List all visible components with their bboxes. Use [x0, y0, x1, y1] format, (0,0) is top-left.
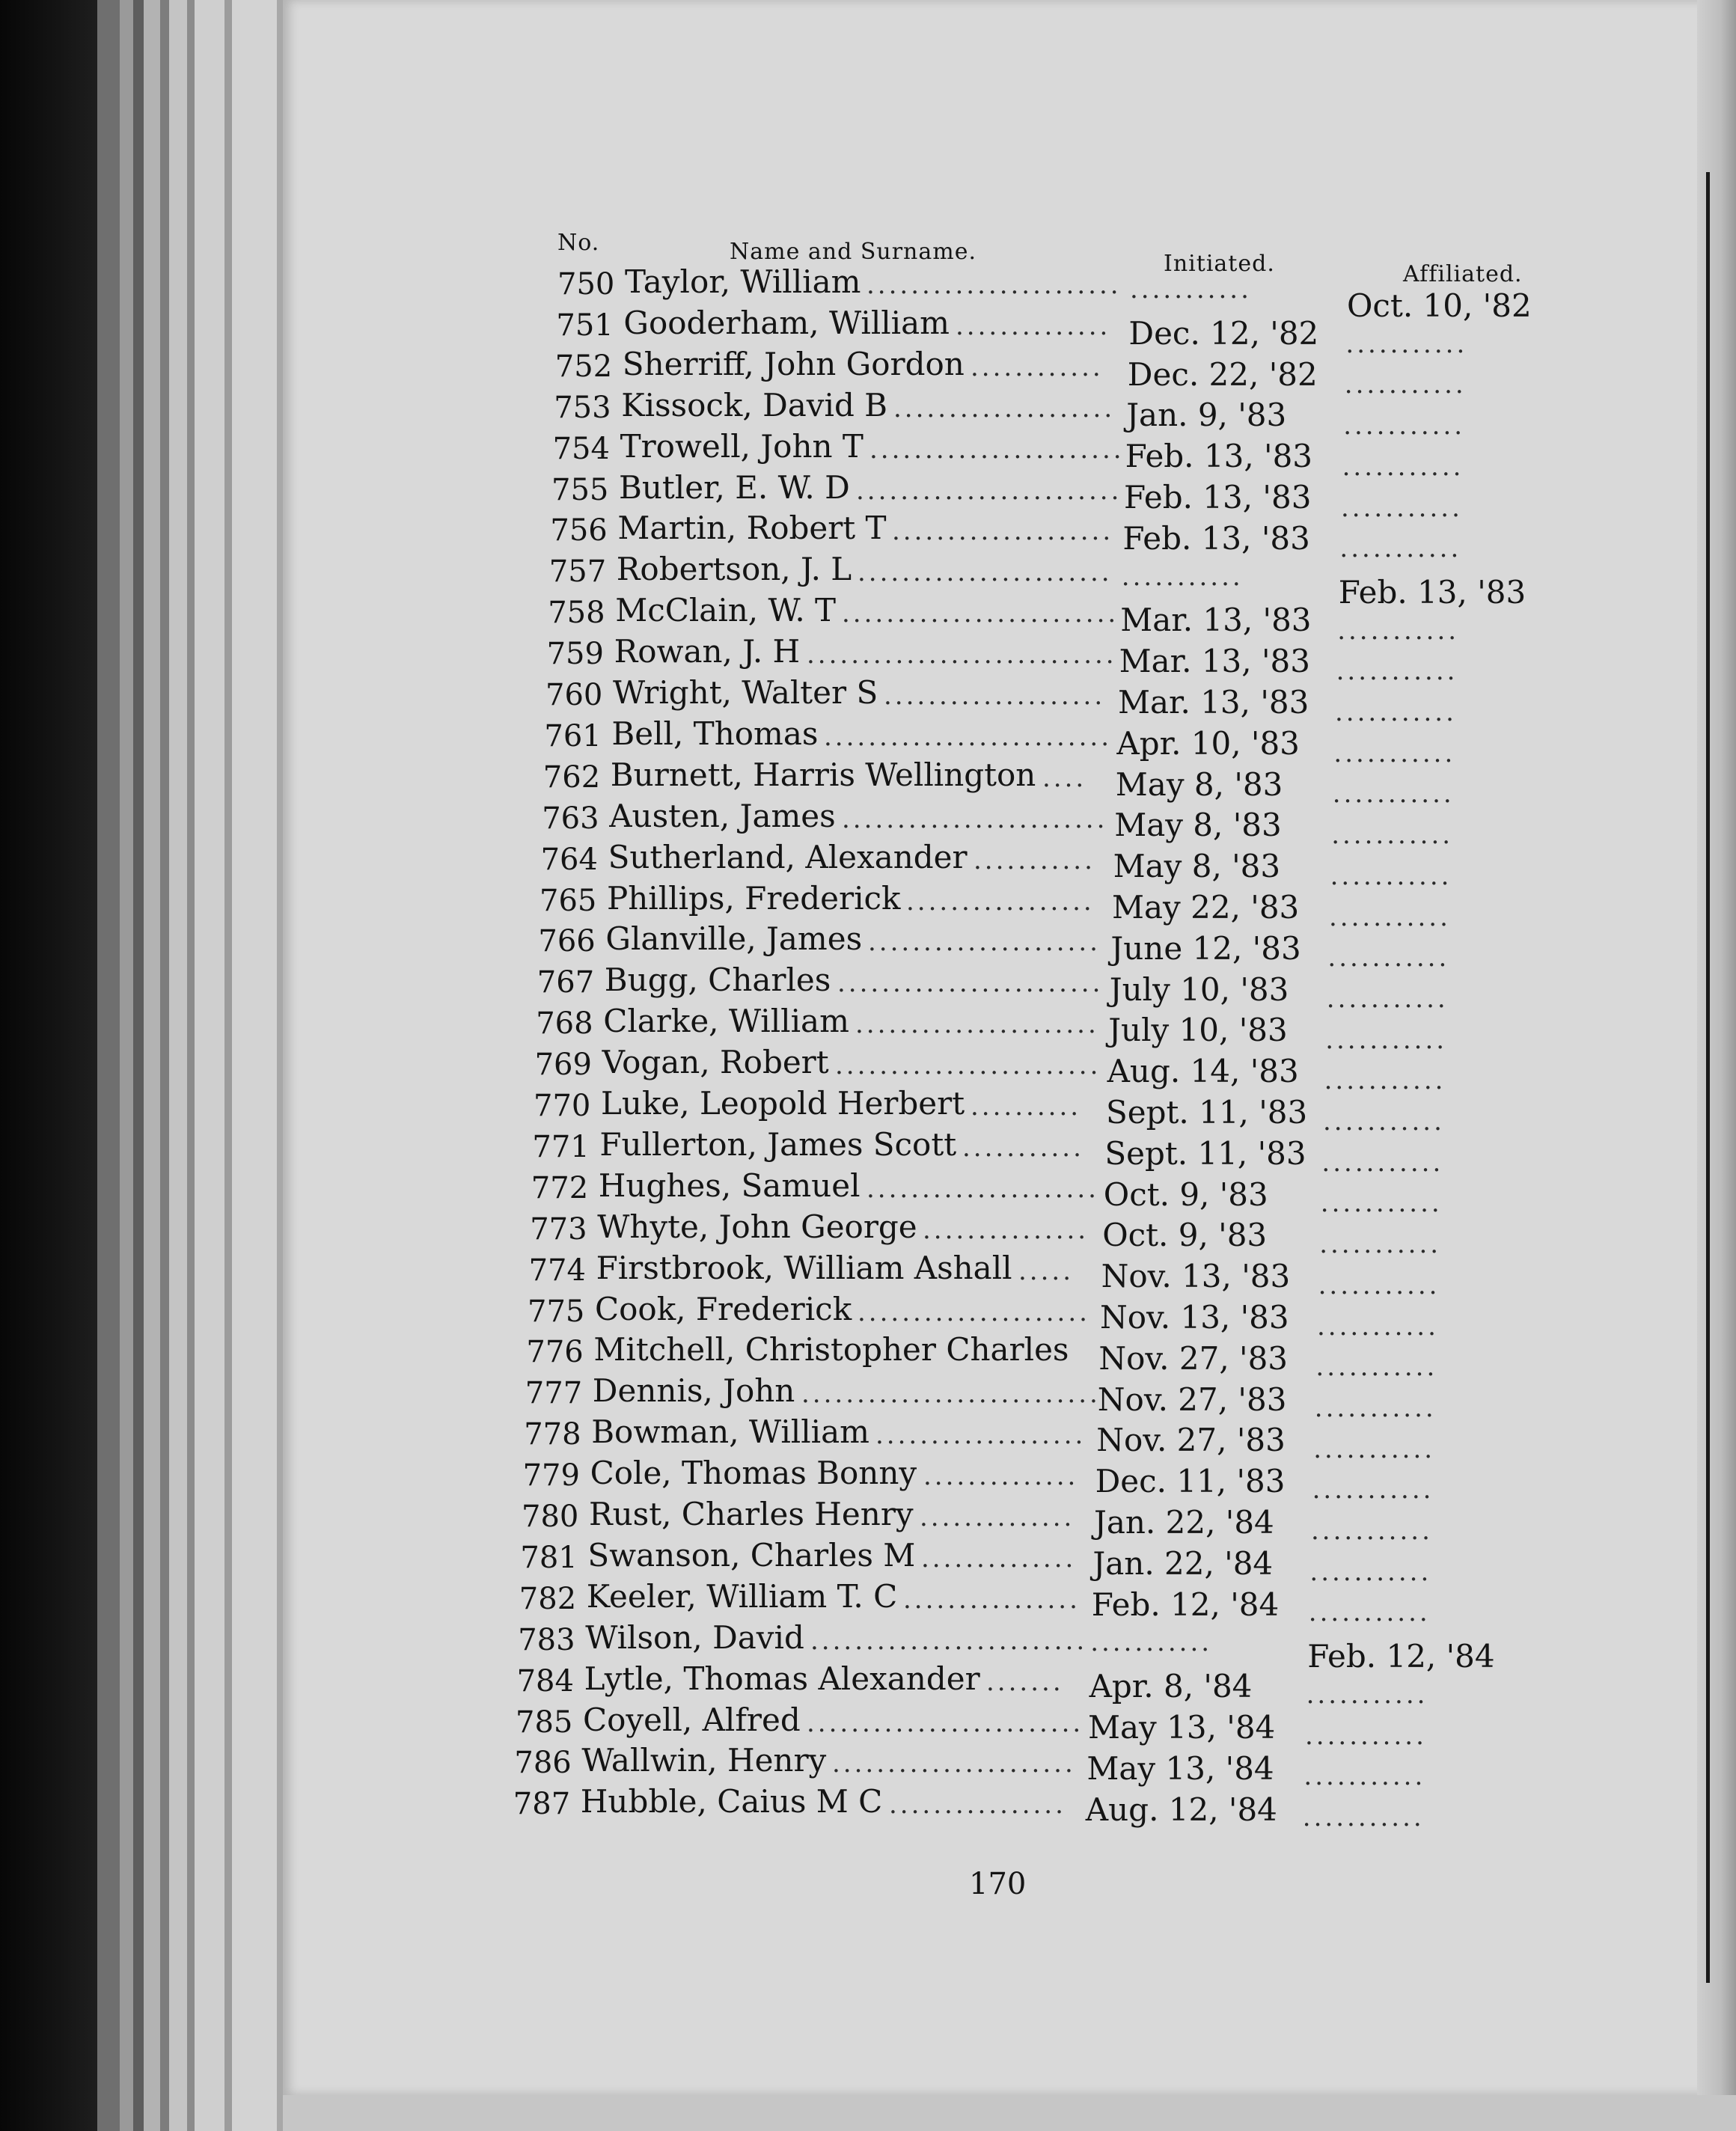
dot-leader: ....................... [867, 270, 1122, 300]
initiated-date: Oct. 9, '83 [1102, 1217, 1268, 1254]
affiliated-date: ........... [1306, 1679, 1428, 1710]
entry-number: 779 [522, 1458, 580, 1493]
entry-name: Trowell, John T [620, 427, 864, 465]
entry-number: 761 [544, 718, 602, 753]
entry-number: 757 [548, 554, 607, 590]
initiated-date: Aug. 12, '84 [1085, 1791, 1277, 1828]
page-edge [187, 0, 195, 2131]
affiliated-date: ........... [1339, 533, 1462, 564]
dot-leader: ................. [906, 886, 1095, 917]
entry-name: Coyell, Alfred [583, 1701, 801, 1738]
initiated-date: Mar. 13, '83 [1119, 643, 1310, 680]
entry-number: 787 [513, 1787, 571, 1822]
entry-name: Swanson, Charles M [587, 1536, 916, 1574]
initiated-date: Dec. 12, '82 [1128, 314, 1319, 352]
entry-number: 769 [534, 1048, 592, 1083]
entry-name: Austen, James [609, 797, 836, 834]
entry-number: 756 [550, 513, 608, 548]
book-binding [0, 0, 97, 2131]
entry-number: 766 [538, 924, 596, 959]
dot-leader: ........................... [801, 1379, 1101, 1410]
initiated-date: May 13, '84 [1088, 1709, 1276, 1746]
dot-leader: ...................... [832, 1749, 1076, 1779]
initiated-date: June 12, '83 [1110, 929, 1301, 967]
affiliated-date: ........... [1325, 1024, 1448, 1055]
dot-leader: ................ [889, 1790, 1066, 1820]
entry-name: Burnett, Harris Wellington [610, 756, 1036, 793]
initiated-date: May 8, '83 [1113, 848, 1281, 885]
bottom-page-edge [283, 2095, 1736, 2131]
entry-number: 753 [554, 390, 611, 425]
dot-leader: ....... [986, 1666, 1064, 1697]
entry-number: 784 [516, 1663, 574, 1699]
entry-name: Robertson, J. L [616, 551, 852, 588]
affiliated-date: ........... [1342, 451, 1464, 482]
entry-number: 754 [552, 431, 610, 466]
entry-name: Whyte, John George [597, 1208, 917, 1245]
entry-number: 770 [534, 1089, 591, 1123]
entry-name: Keeler, William T. C [586, 1577, 898, 1615]
entry-name: McClain, W. T [615, 592, 837, 629]
page-edge [97, 0, 120, 2131]
affiliated-date: ........... [1341, 492, 1463, 523]
initiated-date: Dec. 11, '83 [1095, 1463, 1286, 1500]
initiated-date: ........... [1130, 275, 1252, 305]
initiated-date: May 13, '84 [1086, 1749, 1274, 1787]
dot-leader: ........................ [835, 1051, 1101, 1081]
entry-number: 751 [556, 308, 614, 343]
affiliated-date: ........... [1308, 1598, 1431, 1628]
affiliated-date: ........... [1317, 1311, 1439, 1342]
affiliated-date: ........... [1345, 328, 1468, 359]
initiated-date: ........... [1121, 561, 1244, 592]
affiliated-date: ........... [1321, 1147, 1444, 1178]
page-edge [120, 0, 133, 2131]
affiliated-date: ........... [1323, 1107, 1445, 1137]
entry-name: Rowan, J. H [614, 633, 801, 670]
entry-number: 762 [542, 759, 601, 795]
entry-number: 775 [528, 1294, 585, 1329]
initiated-date: May 8, '83 [1114, 807, 1282, 844]
affiliated-date: Oct. 10, '82 [1347, 287, 1532, 324]
dot-leader: ..................... [867, 1173, 1099, 1204]
header-name: Name and Surname. [730, 239, 977, 265]
page-edge [195, 0, 224, 2131]
entry-number: 777 [525, 1376, 583, 1411]
affiliated-date: ........... [1311, 1516, 1433, 1546]
initiated-date: ........... [1090, 1627, 1213, 1658]
entry-name: Lytle, Thomas Alexander [584, 1660, 980, 1697]
entry-number: 768 [536, 1006, 593, 1042]
entry-number: 781 [520, 1540, 578, 1575]
page-number: 170 [969, 1867, 1027, 1901]
dot-leader: .............. [921, 1543, 1077, 1574]
entry-number: 776 [526, 1335, 584, 1370]
initiated-date: Nov. 27, '83 [1097, 1381, 1287, 1418]
initiated-date: Dec. 22, '82 [1127, 355, 1318, 393]
affiliated-date: ........... [1319, 1229, 1442, 1260]
initiated-date: Jan. 22, '84 [1092, 1544, 1274, 1582]
right-page-edge [1697, 0, 1736, 2131]
entry-number: 752 [554, 349, 613, 384]
affiliated-date: ........... [1335, 697, 1457, 727]
entry-name: Clarke, William [603, 1003, 849, 1040]
entry-number: 782 [519, 1581, 577, 1616]
entry-number: 783 [518, 1622, 575, 1657]
initiated-date: Apr. 10, '83 [1116, 724, 1300, 762]
initiated-date: Nov. 27, '83 [1096, 1422, 1286, 1459]
initiated-date: Jan. 22, '84 [1094, 1504, 1274, 1541]
right-edge-line [1706, 172, 1710, 1983]
affiliated-date: ........... [1312, 1475, 1434, 1505]
initiated-date: Sept. 11, '83 [1104, 1134, 1306, 1172]
affiliated-date: ........... [1329, 902, 1451, 932]
entry-number: 760 [545, 678, 603, 712]
dot-leader: ..................... [858, 1297, 1090, 1327]
dot-leader: .............. [920, 1502, 1075, 1532]
entry-name: Wilson, David [585, 1618, 804, 1656]
dot-leader: .......................... [824, 721, 1112, 752]
affiliated-date: ........... [1309, 1556, 1432, 1587]
dot-leader: ......................... [807, 1707, 1084, 1738]
dot-leader: ...................... [855, 1009, 1099, 1040]
initiated-date: Mar. 13, '83 [1120, 602, 1312, 639]
initiated-date: July 10, '83 [1109, 970, 1289, 1008]
entry-number: 764 [540, 842, 598, 877]
initiated-date: Aug. 14, '83 [1107, 1053, 1299, 1090]
affiliated-date: ........... [1330, 860, 1452, 891]
initiated-date: Nov. 13, '83 [1100, 1299, 1289, 1336]
dot-leader: ....................... [858, 557, 1113, 588]
initiated-date: Feb. 13, '83 [1122, 519, 1310, 557]
entry-name: Rust, Charles Henry [589, 1496, 914, 1532]
affiliated-date: ........... [1314, 1392, 1437, 1423]
initiated-date: May 22, '83 [1112, 889, 1300, 926]
initiated-date: Feb. 13, '83 [1125, 438, 1313, 475]
dot-leader: ..... [1018, 1256, 1075, 1286]
entry-name: Bugg, Charles [604, 961, 831, 999]
dot-leader: ........................ [842, 804, 1108, 834]
entry-name: Phillips, Frederick [607, 879, 901, 917]
dot-leader: .............. [956, 311, 1111, 341]
initiated-date: Jan. 9, '83 [1126, 397, 1287, 434]
affiliated-date: ........... [1320, 1188, 1443, 1219]
page-edge [144, 0, 160, 2131]
initiated-date: Apr. 8, '84 [1089, 1668, 1253, 1705]
entry-name: Luke, Leopold Herbert [601, 1085, 965, 1122]
entry-number: 780 [522, 1499, 579, 1534]
dot-leader: ............... [923, 1214, 1089, 1245]
affiliated-date: ........... [1326, 983, 1449, 1014]
dot-leader: .......... [971, 1092, 1082, 1122]
entry-number: 786 [514, 1746, 572, 1781]
dot-leader: ................ [903, 1584, 1081, 1615]
entry-number: 755 [551, 472, 609, 507]
dot-leader: ........... [962, 1132, 1084, 1163]
page-edge [232, 0, 277, 2131]
affiliated-date: ........... [1343, 411, 1466, 441]
dot-leader: ........................ [837, 968, 1104, 999]
affiliated-date: Feb. 13, '83 [1338, 573, 1526, 611]
entry-number: 778 [524, 1417, 581, 1452]
dot-leader: ............................ [807, 640, 1117, 670]
affiliated-date: ........... [1318, 1270, 1440, 1300]
dot-leader: ......................... [842, 599, 1119, 629]
entry-name: Cook, Frederick [595, 1290, 852, 1327]
page-edge [224, 0, 232, 2131]
entry-name: Gooderham, William [623, 304, 950, 341]
entry-name: Sherriff, John Gordon [622, 345, 965, 382]
page-edge [133, 0, 144, 2131]
affiliated-date: ........... [1337, 615, 1460, 646]
dot-leader: .................... [893, 393, 1116, 424]
dot-leader: .................... [892, 516, 1114, 547]
entry-name: Vogan, Robert [602, 1044, 829, 1081]
affiliated-date: ........... [1332, 779, 1455, 810]
entry-number: 750 [557, 267, 615, 302]
initiated-date: Feb. 13, '83 [1124, 479, 1312, 516]
entry-name: Kissock, David B [621, 386, 888, 424]
affiliated-date: Feb. 12, '84 [1307, 1638, 1495, 1675]
initiated-date: July 10, '83 [1108, 1012, 1288, 1049]
entry-name: Bowman, William [591, 1413, 869, 1451]
affiliated-date: ........... [1331, 820, 1454, 851]
dot-leader: ......................... [810, 1625, 1088, 1656]
entry-number: 773 [530, 1211, 587, 1247]
entry-number: 771 [532, 1129, 590, 1164]
dot-leader: .... [1042, 762, 1087, 793]
page-edge [160, 0, 169, 2131]
affiliated-date: ........... [1315, 1352, 1438, 1383]
entry-name: Martin, Robert T [617, 510, 887, 547]
entry-name: Wright, Walter S [613, 674, 878, 711]
affiliated-date: ........... [1336, 656, 1458, 687]
header-initiated: Initiated. [1164, 251, 1275, 277]
entry-number: 759 [546, 637, 604, 672]
initiated-date: May 8, '83 [1115, 765, 1283, 803]
entry-name: Dennis, John [592, 1372, 795, 1410]
entry-name: Hubble, Caius M C [580, 1783, 883, 1820]
header-no: No. [557, 230, 600, 256]
affiliated-date: ........... [1305, 1720, 1427, 1751]
entry-name: Cole, Thomas Bonny [590, 1455, 917, 1492]
entry-number: 767 [537, 965, 595, 1000]
entry-name: Wallwin, Henry [581, 1742, 827, 1779]
entry-name: Firstbrook, William Ashall [596, 1249, 1012, 1286]
affiliated-date: ........... [1313, 1434, 1436, 1464]
entry-name: Sutherland, Alexander [608, 838, 968, 875]
dot-leader: .................... [884, 681, 1106, 711]
entry-name: Hughes, Samuel [598, 1167, 861, 1204]
entry-name: Mitchell, Christopher Charles [593, 1331, 1069, 1369]
entry-name: Fullerton, James Scott [599, 1125, 957, 1163]
affiliated-date: ........... [1303, 1761, 1426, 1792]
affiliated-date: ........... [1344, 370, 1467, 400]
entry-number: 758 [548, 596, 605, 631]
entry-number: 772 [531, 1170, 589, 1205]
dot-leader: ................... [875, 1420, 1086, 1451]
initiated-date: Sept. 11, '83 [1106, 1094, 1308, 1131]
dot-leader: ....................... [869, 434, 1125, 465]
entry-number: 774 [528, 1253, 586, 1288]
initiated-date: Oct. 9, '83 [1103, 1175, 1268, 1213]
entry-name: Bell, Thomas [611, 715, 819, 752]
entry-name: Butler, E. W. D [619, 468, 850, 506]
entry-number: 785 [516, 1705, 573, 1740]
header-affiliated: Affiliated. [1403, 261, 1523, 287]
dot-leader: ..................... [868, 927, 1101, 958]
page-edge [277, 0, 283, 2131]
initiated-date: Mar. 13, '83 [1118, 684, 1309, 721]
initiated-date: Nov. 27, '83 [1098, 1339, 1289, 1377]
page-edge [169, 0, 187, 2131]
initiated-date: Nov. 13, '83 [1101, 1258, 1291, 1295]
affiliated-date: ........... [1324, 1066, 1446, 1096]
dot-leader: ........................ [856, 475, 1122, 506]
dot-leader: ........... [974, 845, 1095, 875]
initiated-date: Feb. 12, '84 [1091, 1586, 1280, 1623]
entry-name: Glanville, James [605, 920, 863, 958]
dot-leader: ............ [971, 352, 1104, 382]
entry-number: 763 [542, 801, 599, 836]
affiliated-date: ........... [1327, 943, 1450, 973]
entry-number: 765 [540, 883, 597, 918]
entry-name: Taylor, William [625, 263, 861, 300]
affiliated-date: ........... [1333, 738, 1456, 768]
affiliated-date: ........... [1302, 1802, 1425, 1832]
dot-leader: .............. [923, 1461, 1079, 1492]
